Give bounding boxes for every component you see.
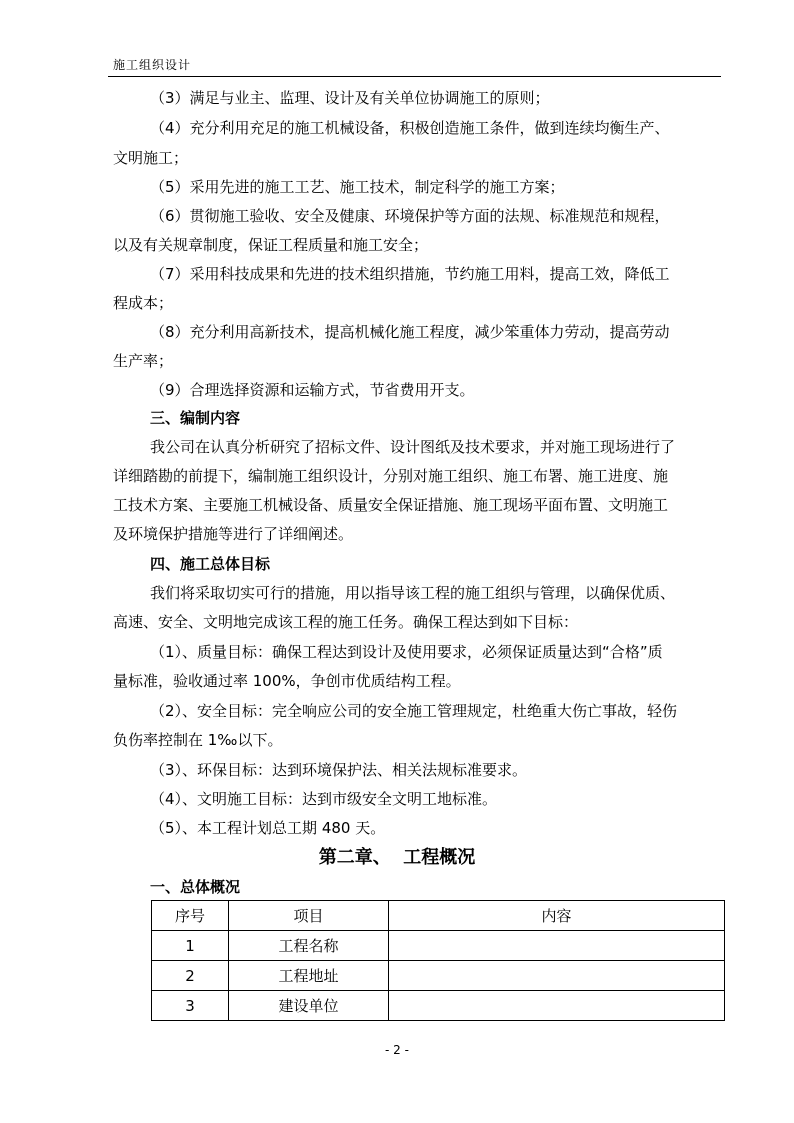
row-number: 3: [152, 991, 229, 1021]
header-item: 项目: [229, 901, 389, 931]
principle-7-cont: 程成本；: [113, 294, 174, 312]
table-header-row: [152, 901, 725, 931]
goal-duration: （5）、本工程计划总工期 480 天。: [150, 819, 386, 837]
principle-5: （5）采用先进的施工工艺、施工技术，制定科学的施工方案；: [150, 178, 565, 196]
row-number: 1: [152, 931, 229, 961]
compile-paragraph-line-1: 我公司在认真分析研究了招标文件、设计图纸及技术要求，并对施工现场进行了: [150, 438, 676, 456]
goal-environment: （3）、环保目标：达到环境保护法、相关法规标准要求。: [150, 761, 528, 779]
section-heading-4: 四、施工总体目标: [150, 555, 271, 573]
row-content: [389, 991, 725, 1021]
section-heading-overview: 一、总体概况: [150, 878, 241, 896]
goal-quality: （1）、质量目标：确保工程达到设计及使用要求，必须保证质量达到“合格”质: [150, 643, 663, 661]
table-row: [152, 961, 725, 991]
principle-4-cont: 文明施工；: [113, 149, 189, 167]
principle-6-cont: 以及有关规章制度，保证工程质量和施工安全；: [113, 236, 429, 254]
row-item: 工程名称: [229, 931, 389, 961]
section-heading-3: 三、编制内容: [150, 409, 241, 427]
header-divider: [108, 76, 721, 77]
chapter-title: 第二章、 工程概况: [318, 847, 476, 868]
table-row: [152, 991, 725, 1021]
goal-civilized: （4）、文明施工目标：达到市级安全文明工地标准。: [150, 790, 498, 808]
document-header-title: 施工组织设计: [113, 58, 192, 72]
compile-paragraph-line-2: 详细踏勘的前提下，编制施工组织设计，分别对施工组织、施工布署、施工进度、施: [113, 467, 669, 485]
goal-safety-cont: 负伤率控制在 1‰以下。: [113, 731, 283, 749]
goal-safety: （2）、安全目标：完全响应公司的安全施工管理规定，杜绝重大伤亡事故，轻伤: [150, 702, 678, 720]
principle-9: （9）合理选择资源和运输方式，节省费用开支。: [150, 381, 475, 399]
goals-paragraph-line-2: 高速、安全、文明地完成该工程的施工任务。确保工程达到如下目标：: [113, 613, 579, 631]
principle-8: （8）充分利用高新技术，提高机械化施工程度，减少笨重体力劳动，提高劳动: [150, 323, 670, 341]
principle-6: （6）贯彻施工验收、安全及健康、环境保护等方面的法规、标准规范和规程，: [150, 207, 670, 225]
principle-4: （4）充分利用充足的施工机械设备，积极创造施工条件，做到连续均衡生产、: [150, 119, 670, 137]
overview-table: [151, 900, 725, 1021]
row-content: [389, 961, 725, 991]
principle-8-cont: 生产率；: [113, 352, 174, 370]
principle-3: （3）满足与业主、监理、设计及有关单位协调施工的原则；: [150, 89, 550, 107]
table-row: [152, 931, 725, 961]
row-item: 建设单位: [229, 991, 389, 1021]
goals-paragraph-line-1: 我们将采取切实可行的措施，用以指导该工程的施工组织与管理，以确保优质、: [150, 584, 676, 602]
compile-paragraph-line-4: 及环境保护措施等进行了详细阐述。: [113, 525, 354, 543]
principle-7: （7）采用科技成果和先进的技术组织措施，节约施工用料，提高工效，降低工: [150, 265, 670, 283]
row-number: 2: [152, 961, 229, 991]
page-number: - 2 -: [385, 1043, 409, 1057]
compile-paragraph-line-3: 工技术方案、主要施工机械设备、质量安全保证措施、施工现场平面布置、文明施工: [113, 496, 669, 514]
header-content: 内容: [389, 901, 725, 931]
row-content: [389, 931, 725, 961]
row-item: 工程地址: [229, 961, 389, 991]
goal-quality-cont: 量标准，验收通过率 100%，争创市优质结构工程。: [113, 672, 461, 690]
header-number: 序号: [152, 901, 229, 931]
